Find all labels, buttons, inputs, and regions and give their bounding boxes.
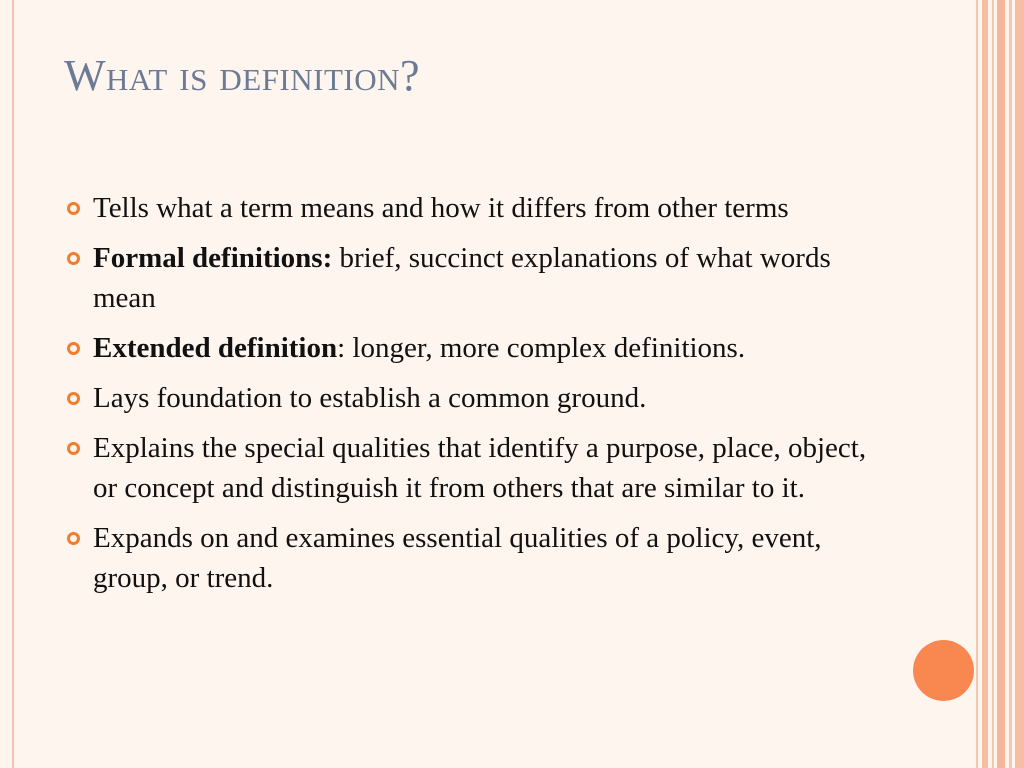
bullet-item [64, 238, 884, 318]
bullet-list [64, 188, 884, 608]
bullet-text: Expands on and examines essential qualities of a policy, event, group, or trend. [93, 522, 822, 594]
left-frame-line [12, 0, 14, 768]
bullet-text: Lays foundation to establish a common ground. [93, 382, 647, 414]
bullet-item [64, 188, 884, 228]
ring-bullet-icon [67, 252, 80, 265]
ring-bullet-icon [67, 202, 80, 215]
ring-bullet-icon [67, 392, 80, 405]
slide-title: What is definition? [64, 51, 421, 100]
decorative-stripe [997, 0, 1005, 768]
decorative-stripe [992, 0, 994, 768]
decorative-orange-circle [913, 640, 974, 701]
bullet-term: Extended definition [93, 332, 338, 364]
bullet-item [64, 378, 884, 418]
decorative-stripe [1009, 0, 1012, 768]
ring-bullet-icon [67, 442, 80, 455]
bullet-item [64, 518, 884, 598]
decorative-stripe [1015, 0, 1024, 768]
bullet-text: brief, succinct explanations of what words mean [93, 242, 831, 314]
bullet-item [64, 328, 884, 368]
bullet-text: Tells what a term means and how it differs from other terms [93, 192, 789, 224]
bullet-term: Formal definitions: [93, 242, 333, 274]
decorative-stripe [976, 0, 978, 768]
ring-bullet-icon [67, 532, 80, 545]
bullet-text: : longer, more complex definitions. [337, 332, 746, 364]
bullet-text: Explains the special qualities that identify a purpose, place, object, or concept and distinguish it from others that are similar to it. [93, 432, 867, 504]
bullet-item [64, 428, 884, 508]
decorative-stripe [982, 0, 988, 768]
ring-bullet-icon [67, 342, 80, 355]
